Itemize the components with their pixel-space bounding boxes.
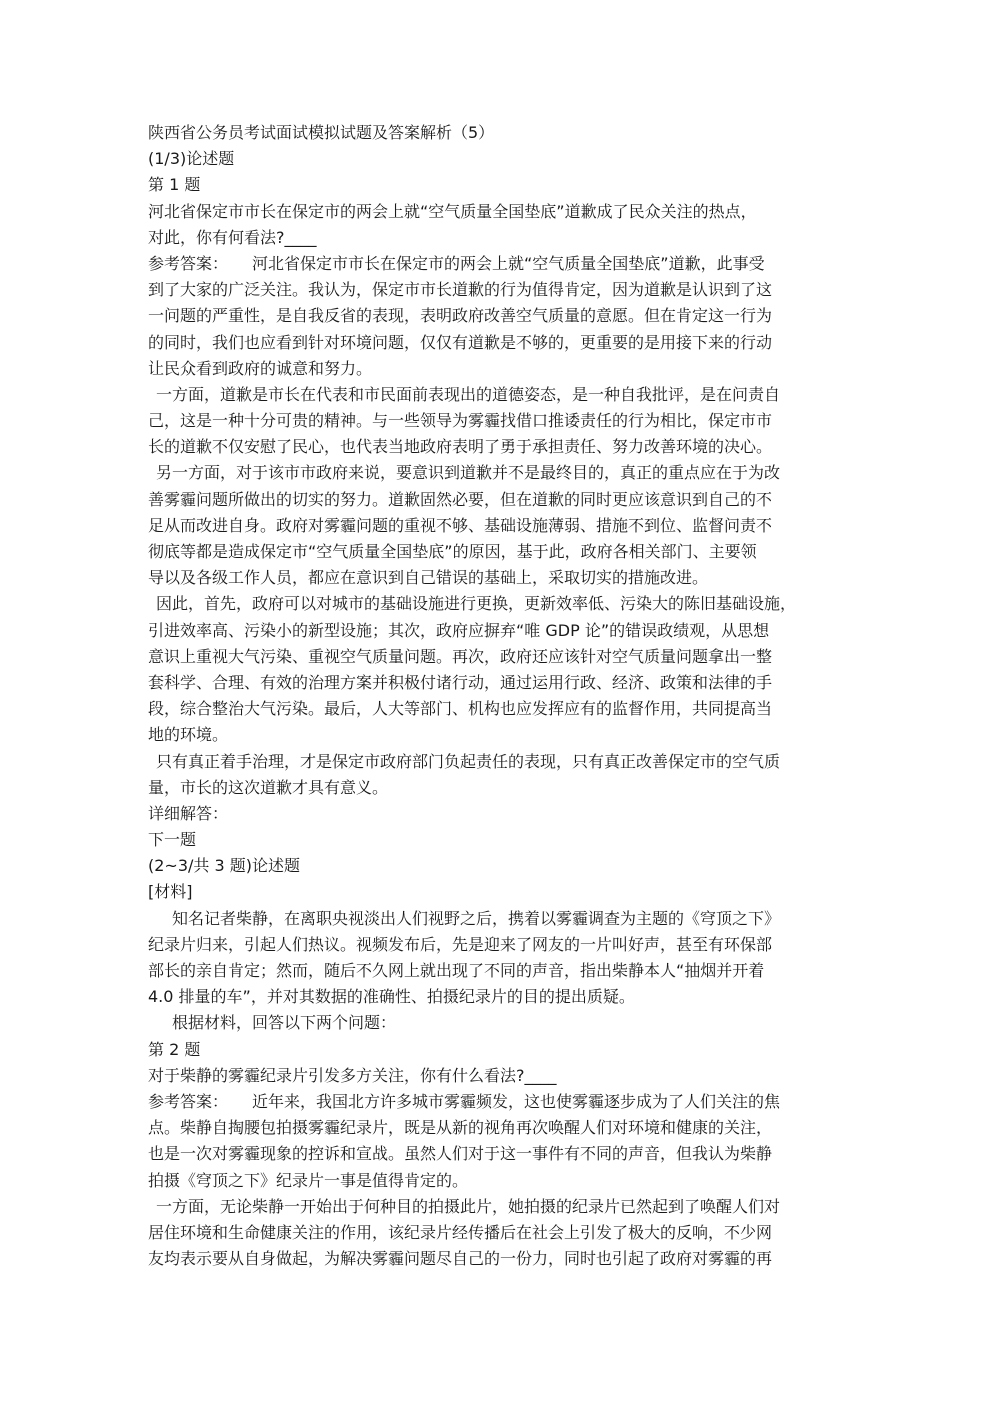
text-line: (2~3/共 3 题)论述题 (148, 856, 300, 876)
text-line: 因此，首先，政府可以对城市的基础设施进行更换，更新效率低、污染大的陈旧基础设施， (156, 594, 797, 614)
text-line: 详细解答： (148, 803, 229, 823)
text-line: 第 2 题 (148, 1039, 201, 1059)
text-line: 拍摄《穹顶之下》纪录片一事是值得肯定的。 (148, 1170, 469, 1190)
text-line: 居住环境和生命健康关注的作用，该纪录片经传播后在社会上引发了极大的反响，不少网 (148, 1222, 773, 1242)
text-line: 一方面，无论柴静一开始出于何种目的拍摄此片，她拍摄的纪录片已然起到了唤醒人们对 (156, 1196, 781, 1216)
text-line: 一问题的严重性，是自我反省的表现，表明政府改善空气质量的意愿。但在肯定这一行为 (148, 306, 773, 326)
text-line: 第 1 题 (148, 175, 201, 195)
text-line: (1/3)论述题 (148, 149, 235, 169)
text-line: 知名记者柴静，在离职央视淡出人们视野之后，携着以雾霾调查为主题的《穹顶之下》 (172, 908, 781, 928)
text-line: 参考答案： 河北省保定市市长在保定市的两会上就“空气质量全国垫底”道歉，此事受 (148, 253, 765, 273)
text-line: 善雾霾问题所做出的切实的努力。道歉固然必要，但在道歉的同时更应该意识到自己的不 (148, 489, 773, 509)
text-line: 河北省保定市市长在保定市的两会上就“空气质量全国垫底”道歉成了民众关注的热点， (148, 201, 757, 221)
text-line: 参考答案： 近年来，我国北方许多城市雾霾频发，这也使雾霾逐步成为了人们关注的焦 (148, 1091, 781, 1111)
text-line: 段，综合整治大气污染。最后，人大等部门、机构也应发挥应有的监督作用，共同提高当 (148, 699, 773, 719)
text-line: 友均表示要从自身做起，为解决雾霾问题尽自己的一份力，同时也引起了政府对雾霾的再 (148, 1249, 773, 1269)
text-line: 点。柴静自掏腰包拍摄雾霾纪录片，既是从新的视角再次唤醒人们对环境和健康的关注， (148, 1118, 773, 1138)
text-line: 另一方面，对于该市市政府来说，要意识到道歉并不是最终目的，真正的重点应在于为改 (156, 463, 781, 483)
text-line: 一方面，道歉是市长在代表和市民面前表现出的道德姿态，是一种自我批评，是在问责自 (156, 384, 781, 404)
text-line: 意识上重视大气污染、重视空气质量问题。再次，政府还应该针对空气质量问题拿出一整 (148, 646, 773, 666)
text-line: 的同时，我们也应看到针对环境问题，仅仅有道歉是不够的，更重要的是用接下来的行动 (148, 332, 773, 352)
document-page (148, 120, 858, 1272)
text-line: 纪录片归来，引起人们热议。视频发布后，先是迎来了网友的一片叫好声，甚至有环保部 (148, 934, 773, 954)
text-line: 引进效率高、污染小的新型设施；其次，政府应摒弃“唯 GDP 论”的错误政绩观，从思想 (148, 620, 770, 640)
text-line: 根据材料，回答以下两个问题： (172, 1013, 397, 1033)
text-line: 4.0 排量的车”，并对其数据的准确性、拍摄纪录片的目的提出质疑。 (148, 987, 635, 1007)
text-line: 到了大家的广泛关注。我认为，保定市市长道歉的行为值得肯定，因为道歉是认识到了这 (148, 280, 773, 300)
text-line: 量，市长的这次道歉才具有意义。 (148, 777, 389, 797)
text-line: 地的环境。 (148, 725, 229, 745)
text-line: 下一题 (148, 830, 197, 850)
text-line: 套科学、合理、有效的治理方案并积极付诸行动，通过运用行政、经济、政策和法律的手 (148, 672, 773, 692)
text-line: 部长的亲自肯定；然而，随后不久网上就出现了不同的声音，指出柴静本人“抽烟并开着 (148, 961, 765, 980)
text-line: 导以及各级工作人员，都应在意识到自己错误的基础上，采取切实的措施改进。 (148, 568, 709, 588)
text-line: 也是一次对雾霾现象的控诉和宣战。虽然人们对于这一事件有不同的声音，但我认为柴静 (148, 1144, 773, 1164)
text-line: [材料] (148, 882, 193, 902)
text-line: 只有真正着手治理，才是保定市政府部门负起责任的表现，只有真正改善保定市的空气质 (156, 751, 781, 771)
text-line: 陕西省公务员考试面试模拟试题及答案解析（5） (148, 123, 495, 142)
text-line: 彻底等都是造成保定市“空气质量全国垫底”的原因，基于此，政府各相关部门、主要领 (148, 542, 757, 561)
text-line: 长的道歉不仅安慰了民心，也代表当地政府表明了勇于承担责任、努力改善环境的决心。 (148, 437, 773, 457)
text-line: 对此，你有何看法?____ (148, 227, 317, 247)
text-line: 足从而改进自身。政府对雾霾问题的重视不够、基础设施薄弱、措施不到位、监督问责不 (148, 515, 773, 535)
text-line: 对于柴静的雾霾纪录片引发多方关注，你有什么看法?____ (148, 1065, 557, 1085)
text-line: 己，这是一种十分可贵的精神。与一些领导为雾霾找借口推诿责任的行为相比，保定市市 (148, 411, 773, 431)
text-line: 让民众看到政府的诚意和努力。 (148, 358, 373, 378)
